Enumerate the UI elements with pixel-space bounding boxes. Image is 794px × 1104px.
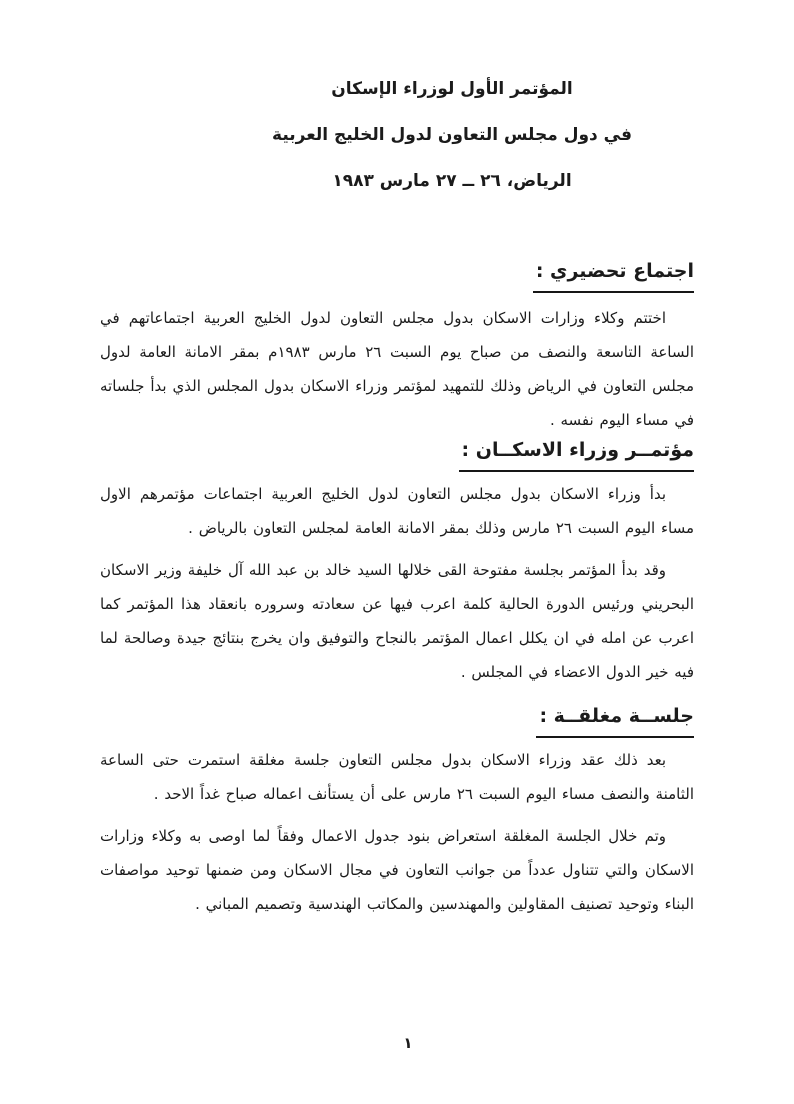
paragraph-preparatory-meeting: اختتم وكلاء وزارات الاسكان بدول مجلس التعاون لدول الخليج العربية اجتماعاتهم في الساعة التاسعة والنصف من صباح يوم السبت ٢٦ مارس ١٩٨٣م بمقر الامانة العامة لدول مجلس التعاون في الرياض وذلك للتمهيد لمؤتمر وزراء الاسكان بدول المجلس الذي بدأ جلساته في مساء اليوم نفسه . <box>100 309 695 429</box>
paragraph-open-session-speech: وقد بدأ المؤتمر بجلسة مفتوحة القى خلالها السيد خالد بن عبد الله آل خليفة وزير الاسكان البحريني ورئيس الدورة الحالية كلمة اعرب فيها عن سعادته وسروره بانعقاد هذا المؤتمر كما اعرب عن امله في ان يكلل اعمال المؤتمر بالنجاح والتوفيق وان يخرج بنتائج جيدة وصالحة لما فيه خير الدول الاعضاء في المجلس . <box>100 561 694 681</box>
section-heading-text: اجتماع تحضيري : <box>533 258 694 293</box>
section-heading-preparatory-meeting <box>100 258 694 293</box>
section-heading-ministers-conference <box>100 437 694 472</box>
document-title-line-2: في دول مجلس التعاون لدول الخليج العربية <box>272 125 632 145</box>
section-heading-text: جلســة مغلقــة : <box>536 703 694 738</box>
document-title-line-1: المؤتمر الأول لوزراء الإسكان <box>331 79 573 99</box>
title-block <box>100 78 694 192</box>
page-number: ١ <box>403 1034 413 1052</box>
section-preparatory-meeting <box>100 258 694 437</box>
section-heading-text: مؤتمــر وزراء الاسكــان : <box>459 437 694 472</box>
paragraph-conference-opening: بدأ وزراء الاسكان بدول مجلس التعاون لدول الخليج العربية اجتماعات مؤتمرهم الاول مساء اليوم السبت ٢٦ مارس وذلك بمقر الامانة العامة لمجلس التعاون بالرياض . <box>100 485 694 537</box>
section-ministers-conference <box>100 437 694 689</box>
document-title-line-3-date: الرياض، ٢٦ ــ ٢٧ مارس ١٩٨٣ <box>332 171 572 191</box>
section-heading-closed-session <box>100 703 694 738</box>
section-closed-session <box>100 703 694 921</box>
paragraph-agenda-review: وتم خلال الجلسة المغلقة استعراض بنود جدول الاعمال وفقاً لما اوصى به وكلاء وزارات الاسكان والتي تتناول عدداً من جوانب التعاون في مجال الاسكان ومن ضمنها توحيد مواصفات البناء وتوحيد تصنيف المقاولين والمهندسين والمكاتب الهندسية وتصميم المباني . <box>100 827 694 913</box>
paragraph-closed-session: بعد ذلك عقد وزراء الاسكان بدول مجلس التعاون جلسة مغلقة استمرت حتى الساعة الثامنة والنصف مساء اليوم السبت ٢٦ مارس على أن يستأنف اعماله صباح غداً الاحد . <box>100 751 694 803</box>
